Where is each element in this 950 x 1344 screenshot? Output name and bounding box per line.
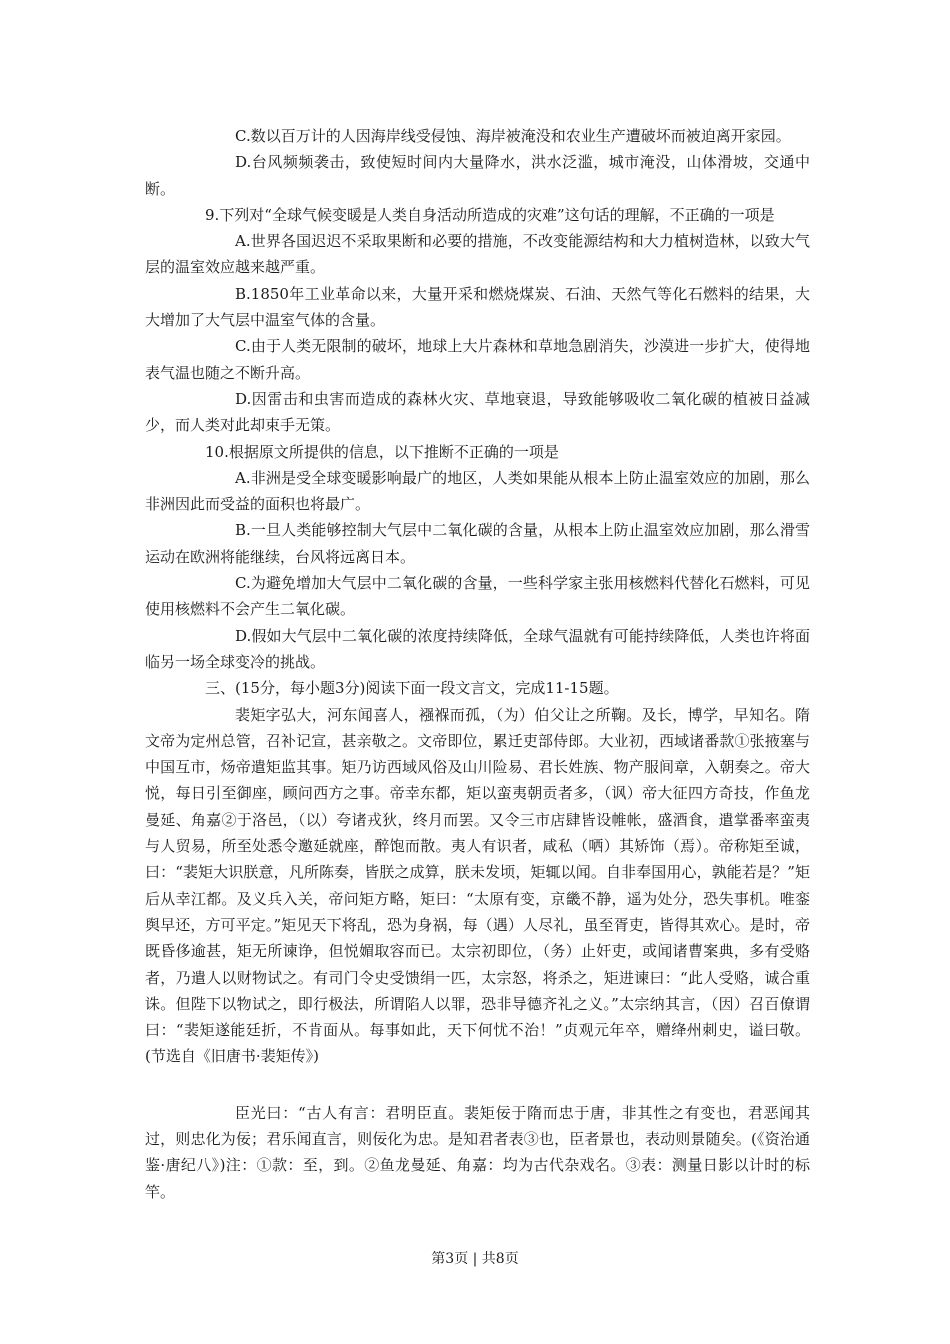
document-body: [145, 123, 810, 1205]
q10-option-b: B.一旦人类能够控制大气层中二氧化碳的含量，从根本上防止温室效应加剧，那么滑雪运动在欧洲将能继续，台风将远离日本。: [145, 521, 810, 566]
section3-heading: 三、(15分，每小题3分)阅读下面一段文言文，完成11-15题。: [205, 679, 619, 698]
q10-option-c: C.为避免增加大气层中二氧化碳的含量，一些科学家主张用核燃料代替化石燃料，可见使用核燃料不会产生二氧化碳。: [145, 574, 810, 619]
q10-option-d: D.假如大气层中二氧化碳的浓度持续降低，全球气温就有可能持续降低，人类也许将面临另一场全球变冷的挑战。: [145, 626, 810, 671]
page-footer: 第3页 | 共8页: [431, 1251, 519, 1267]
q8-option-c: C.数以百万计的人因海岸线受侵蚀、海岸被淹没和农业生产遭破坏而被迫离开家园。: [235, 127, 791, 145]
q10-option-a: A.非洲是受全球变暖影响最广的地区，人类如果能从根本上防止温室效应的加剧，那么非洲因此而受益的面积也将最广。: [145, 468, 810, 514]
q9-option-a: A.世界各国迟迟不采取果断和必要的措施，不改变能源结构和大力植树造林，以致大气层的温室效应越来越严重。: [145, 232, 810, 277]
q9-option-b: B.1850年工业革命以来，大量开采和燃烧煤炭、石油、天然气等化石燃料的结果，大大增加了大气层中温室气体的含量。: [145, 284, 810, 330]
q8-option-d: D.台风频频袭击，致使短时间内大量降水，洪水泛滥，城市淹没，山体滑坡，交通中断。: [145, 153, 810, 198]
q9-option-d: D.因雷击和虫害而造成的森林火灾、草地衰退，导致能够吸收二氧化碳的植被日益减少，而人类对此却束手无策。: [145, 389, 810, 435]
q9-stem: 9.下列对“全球气候变暖是人类自身活动所造成的灾难”这句话的理解，不正确的一项是: [205, 205, 775, 224]
spacer: [145, 1070, 810, 1100]
commentary-passage: 臣光曰：“古人有言：君明臣直。裴矩佞于隋而忠于唐，非其性之有变也，君恶闻其过，则忠化为佞；君乐闻直言，则佞化为忠。是知君者表③也，臣者景也，表动则景随矣。(《资治通鉴·唐纪八》)注：①款：至，到。②鱼龙曼延、角嘉：均为古代杂戏名。③表：测量日影以计时的标竿。: [145, 1103, 810, 1201]
classical-passage: 裴矩字弘大，河东闻喜人，襁褓而孤，（为）伯父让之所鞠。及长，博学，早知名。隋文帝为定州总管，召补记宣，甚亲敬之。文帝即位，累迁吏部侍郎。大业初，西域诸番款①张掖塞与中国互市，炀帝遣矩监其事。矩乃访西域风俗及山川险易、君长姓族、物产服间章，入朝奏之。帝大悦，每日引至御座，顾问西方之事。帝幸东都，矩以蛮夷朝贡者多，（讽）帝大征四方奇技，作鱼龙曼延、角嘉②于洛邑，（以）夸诸戎狄，终月而罢。又令三市店肆皆设帷帐，盛酒食，遣掌番率蛮夷与人贸易，所至处悉令邀延就座，醉饱而散。夷人有识者，咸私（哂）其矫饰（焉）。帝称矩至诚，曰：“裴矩大识朕意，凡所陈奏，皆朕之成算，朕未发顷，矩辄以闻。自非奉国用心，孰能若是？”矩后从幸江都。及义兵入关，帝问矩方略，矩曰：“太原有变，京畿不静，遥为处分，恐失事机。唯銮舆早还，方可平定。”矩见天下将乱，恐为身祸，每（遇）人尽礼，虽至胥吏，皆得其欢心。是时，帝既昏侈逾甚，矩无所谏诤，但悦媚取容而已。太宗初即位，（务）止奸吏，或闻诸曹案典，多有受赂者，乃遣人以财物试之。有司门令史受馈绢一匹，太宗怒，将杀之，矩进谏曰：“此人受赂，诚合重诛。但陛下以物试之，即行极法，所谓陷人以罪，恐非导德齐礼之义。”太宗纳其言，（因）召百僚谓曰：“裴矩遂能廷折，不肯面从。每事如此，天下何忧不治！”贞观元年卒，赠绛州刺史，谥曰敬。(节选自《旧唐书·裴矩传》): [145, 705, 810, 1066]
q9-option-c: C.由于人类无限制的破坏，地球上大片森林和草地急剧消失，沙漠进一步扩大，使得地表气温也随之不断升高。: [145, 337, 810, 382]
q10-stem: 10.根据原文所提供的信息，以下推断不正确的一项是: [205, 442, 559, 461]
